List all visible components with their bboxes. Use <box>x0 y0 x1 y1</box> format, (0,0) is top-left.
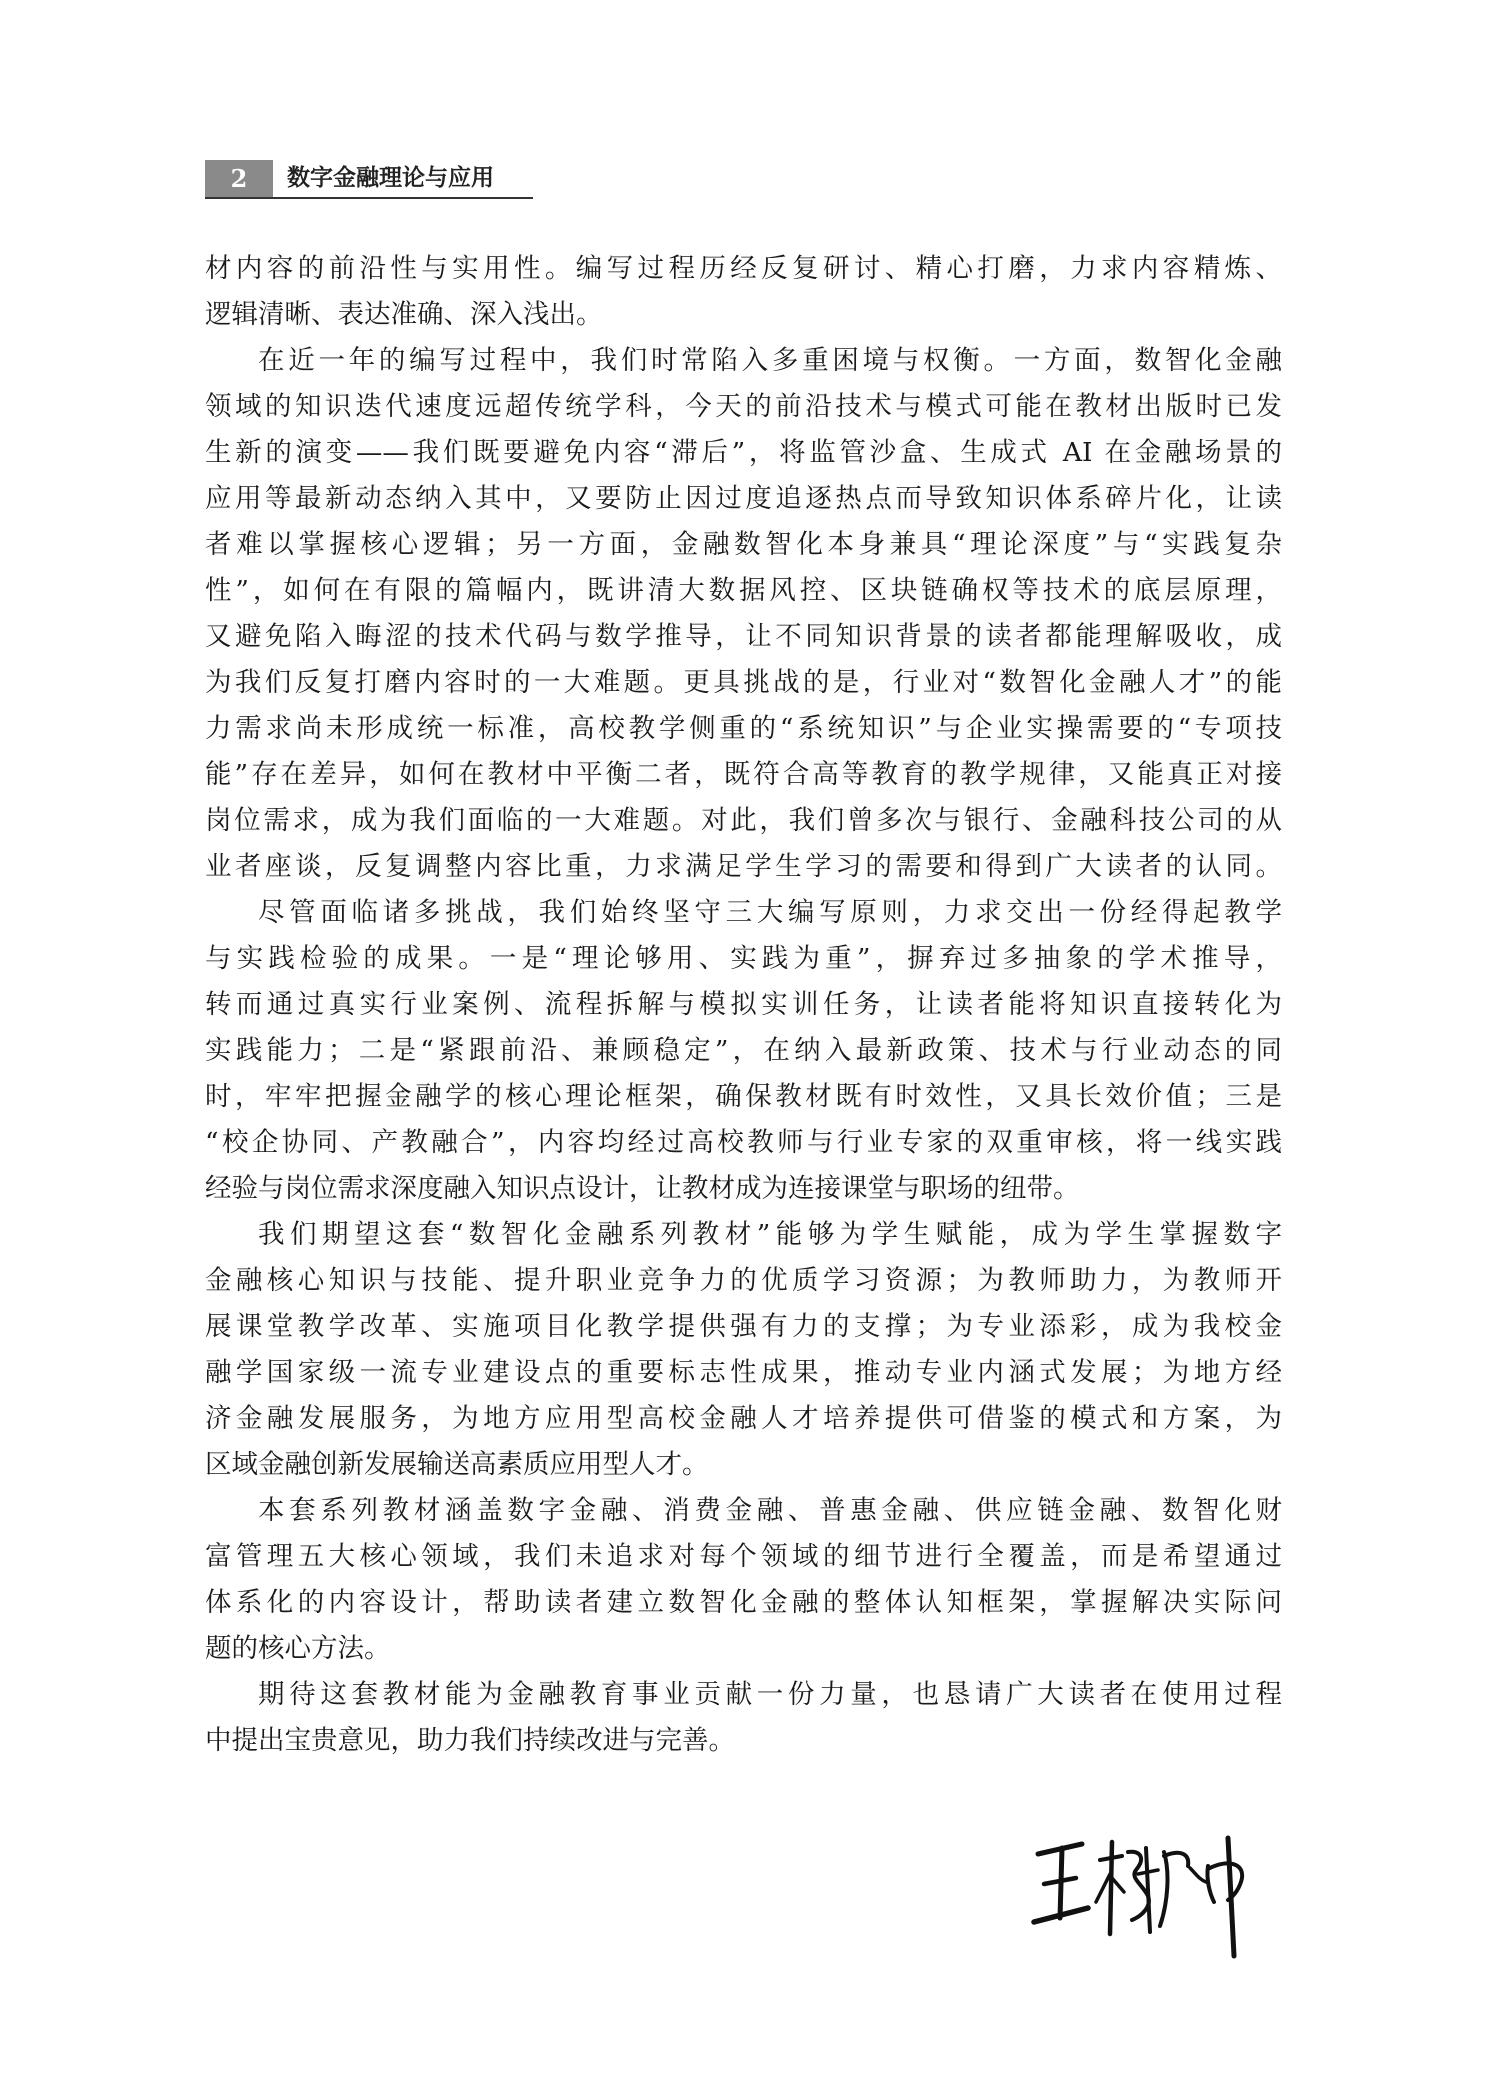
text-line: 时，牢牢把握金融学的核心理论框架，确保教材既有时效性，又具长效价值；三是 <box>205 1081 1282 1112</box>
text-line: 济金融发展服务，为地方应用型高校金融人才培养提供可借鉴的模式和方案，为 <box>205 1403 1282 1434</box>
text-line: 性”，如何在有限的篇幅内，既讲清大数据风控、区块链确权等技术的底层原理， <box>205 575 1282 606</box>
text-line: 金融核心知识与技能、提升职业竞争力的优质学习资源；为教师助力，为教师开 <box>205 1265 1282 1296</box>
text-line: 在近一年的编写过程中，我们时常陷入多重困境与权衡。一方面，数智化金融 <box>258 345 1282 376</box>
paragraph <box>205 1212 1282 1488</box>
text-line: 体系化的内容设计，帮助读者建立数智化金融的整体认知框架，掌握解决实际问 <box>205 1587 1282 1618</box>
text-line: 本套系列教材涵盖数字金融、消费金融、普惠金融、供应链金融、数智化财 <box>258 1495 1282 1526</box>
text-line: 力需求尚未形成统一标准，高校教学侧重的“系统知识”与企业实操需要的“专项技 <box>205 713 1282 744</box>
text-line: 期待这套教材能为金融教育事业贡献一份力量，也恳请广大读者在使用过程 <box>258 1679 1282 1710</box>
handwritten-signature <box>1030 1822 1270 1962</box>
text-line: 又避免陷入晦涩的技术代码与数学推导，让不同知识背景的读者都能理解吸收，成 <box>205 621 1282 652</box>
text-line: 中提出宝贵意见，助力我们持续改进与完善。 <box>205 1725 735 1756</box>
text-line: 材内容的前沿性与实用性。编写过程历经反复研讨、精心打磨，力求内容精炼、 <box>205 253 1282 284</box>
signature-drawing <box>1030 1822 1270 1962</box>
text-line: 我们期望这套“数智化金融系列教材”能够为学生赋能，成为学生掌握数字 <box>258 1219 1282 1250</box>
text-line: 能”存在差异，如何在教材中平衡二者，既符合高等教育的教学规律，又能真正对接 <box>205 759 1282 790</box>
text-line: “校企协同、产教融合”，内容均经过高校教师与行业专家的双重审核，将一线实践 <box>205 1127 1282 1158</box>
text-line: 实践能力；二是“紧跟前沿、兼顾稳定”，在纳入最新政策、技术与行业动态的同 <box>205 1035 1282 1066</box>
text-line: 尽管面临诸多挑战，我们始终坚守三大编写原则，力求交出一份经得起教学 <box>258 897 1282 928</box>
text-line: 转而通过真实行业案例、流程拆解与模拟实训任务，让读者能将知识直接转化为 <box>205 989 1282 1020</box>
paragraph <box>205 246 1282 338</box>
body-text <box>205 246 1282 1764</box>
text-line: 应用等最新动态纳入其中，又要防止因过度追逐热点而导致知识体系碎片化，让读 <box>205 483 1282 514</box>
paragraph <box>205 1672 1282 1764</box>
text-line: 业者座谈，反复调整内容比重，力求满足学生学习的需要和得到广大读者的认同。 <box>205 851 1282 882</box>
text-line: 经验与岗位需求深度融入知识点设计，让教材成为连接课堂与职场的纽带。 <box>205 1173 1080 1204</box>
paragraph <box>205 338 1282 890</box>
text-line: 与实践检验的成果。一是“理论够用、实践为重”，摒弃过多抽象的学术推导， <box>205 943 1282 974</box>
page-number: 2 <box>205 160 273 197</box>
text-line: 区域金融创新发展输送高素质应用型人才。 <box>205 1449 709 1480</box>
text-line: 富管理五大核心领域，我们未追求对每个领域的细节进行全覆盖，而是希望通过 <box>205 1541 1282 1572</box>
text-line: 为我们反复打磨内容时的一大难题。更具挑战的是，行业对“数智化金融人才”的能 <box>205 667 1282 698</box>
text-line: 领域的知识迭代速度远超传统学科，今天的前沿技术与模式可能在教材出版时已发 <box>205 391 1282 422</box>
text-line: 题的核心方法。 <box>205 1633 391 1664</box>
text-line: 逻辑清晰、表达准确、深入浅出。 <box>205 299 603 330</box>
text-line: 融学国家级一流专业建设点的重要标志性成果，推动专业内涵式发展；为地方经 <box>205 1357 1282 1388</box>
text-line: 岗位需求，成为我们面临的一大难题。对此，我们曾多次与银行、金融科技公司的从 <box>205 805 1282 836</box>
text-line: 者难以掌握核心逻辑；另一方面，金融数智化本身兼具“理论深度”与“实践复杂 <box>205 529 1282 560</box>
paragraph <box>205 890 1282 1212</box>
paragraph <box>205 1488 1282 1672</box>
text-line: 展课堂教学改革、实施项目化教学提供强有力的支撑；为专业添彩，成为我校金 <box>205 1311 1282 1342</box>
running-header <box>205 160 533 199</box>
text-line: 生新的演变——我们既要避免内容“滞后”，将监管沙盒、生成式 AI 在金融场景的 <box>205 437 1282 468</box>
book-title: 数字金融理论与应用 <box>287 165 494 191</box>
